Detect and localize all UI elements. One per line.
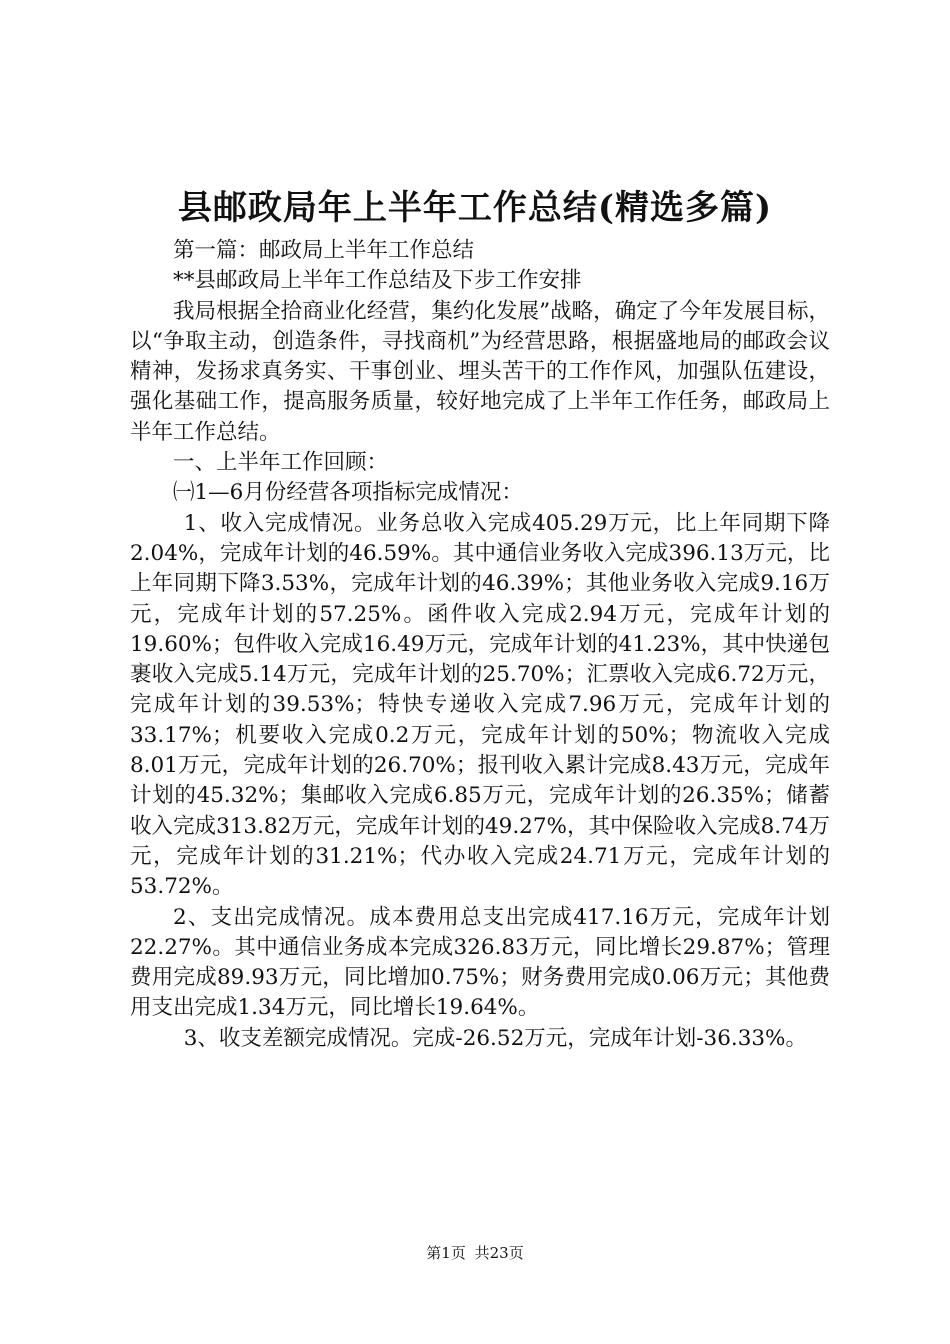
page-footer	[0, 1243, 950, 1263]
page-total: 共23页	[474, 1244, 524, 1262]
balance-paragraph: 3、收支差额完成情况。完成-26.52万元，完成年计划-36.33%。	[183, 1025, 807, 1051]
document-body	[130, 236, 830, 1054]
review-heading: 一、上半年工作回顾：	[173, 450, 389, 476]
document-title: 县邮政局年上半年工作总结(精选多篇)	[177, 188, 773, 228]
indicators-heading: ㈠1—6月份经营各项指标完成情况：	[173, 480, 523, 506]
page-number: 第1页	[426, 1244, 466, 1262]
intro-paragraph: 我局根据全拾商业化经营，集约化发展”战略，确定了今年发展目标，以“争取主动，创造条件，寻找商机”为经营思路，根据盛地局的邮政会议精神，发扬求真务实、干事创业、埋头苦干的工作作风，加强队伍建设，强化基础工作，提高服务质量，较好地完成了上半年工作任务，邮政局上半年工作总结。	[130, 298, 830, 445]
section-heading: 第一篇：邮政局上半年工作总结	[173, 238, 475, 263]
expense-paragraph: 2、支出完成情况。成本费用总支出完成417.16万元，完成年计划22.27%。其中通信业务成本完成326.83万元，同比增长29.87%；管理费用完成89.93万元，同比增加0.75%；财务费用完成0.06万元；其他费用支出完成1.34万元，同比增长19.64%。	[130, 904, 830, 1021]
section-subheading: **县邮政局上半年工作总结及下步工作安排	[173, 268, 582, 294]
income-paragraph: 1、收入完成情况。业务总收入完成405.29万元，比上年同期下降2.04%，完成年计划的46.59%。其中通信业务收入完成396.13万元，比上年同期下降3.53%，完成年计划的46.39%；其他业务收入完成9.16万元，完成年计划的57.25%。函件收入完成2.94万元，完成年计划的19.60%；包件收入完成16.49万元，完成年计划的41.23%，其中快递包裹收入完成5.14万元，完成年计划的25.70%；汇票收入完成6.72万元，完成年计划的39.53%；特快专递收入完成7.96万元，完成年计划的33.17%；机要收入完成0.2万元，完成年计划的50%；物流收入完成8.01万元，完成年计划的26.70%；报刊收入累计完成8.43万元，完成年计划的45.32%；集邮收入完成6.85万元，完成年计划的26.35%；储蓄收入完成313.82万元，完成年计划的49.27%，其中保险收入完成8.74万元，完成年计划的31.21%；代办收入完成24.71万元，完成年计划的53.72%。	[130, 510, 830, 900]
